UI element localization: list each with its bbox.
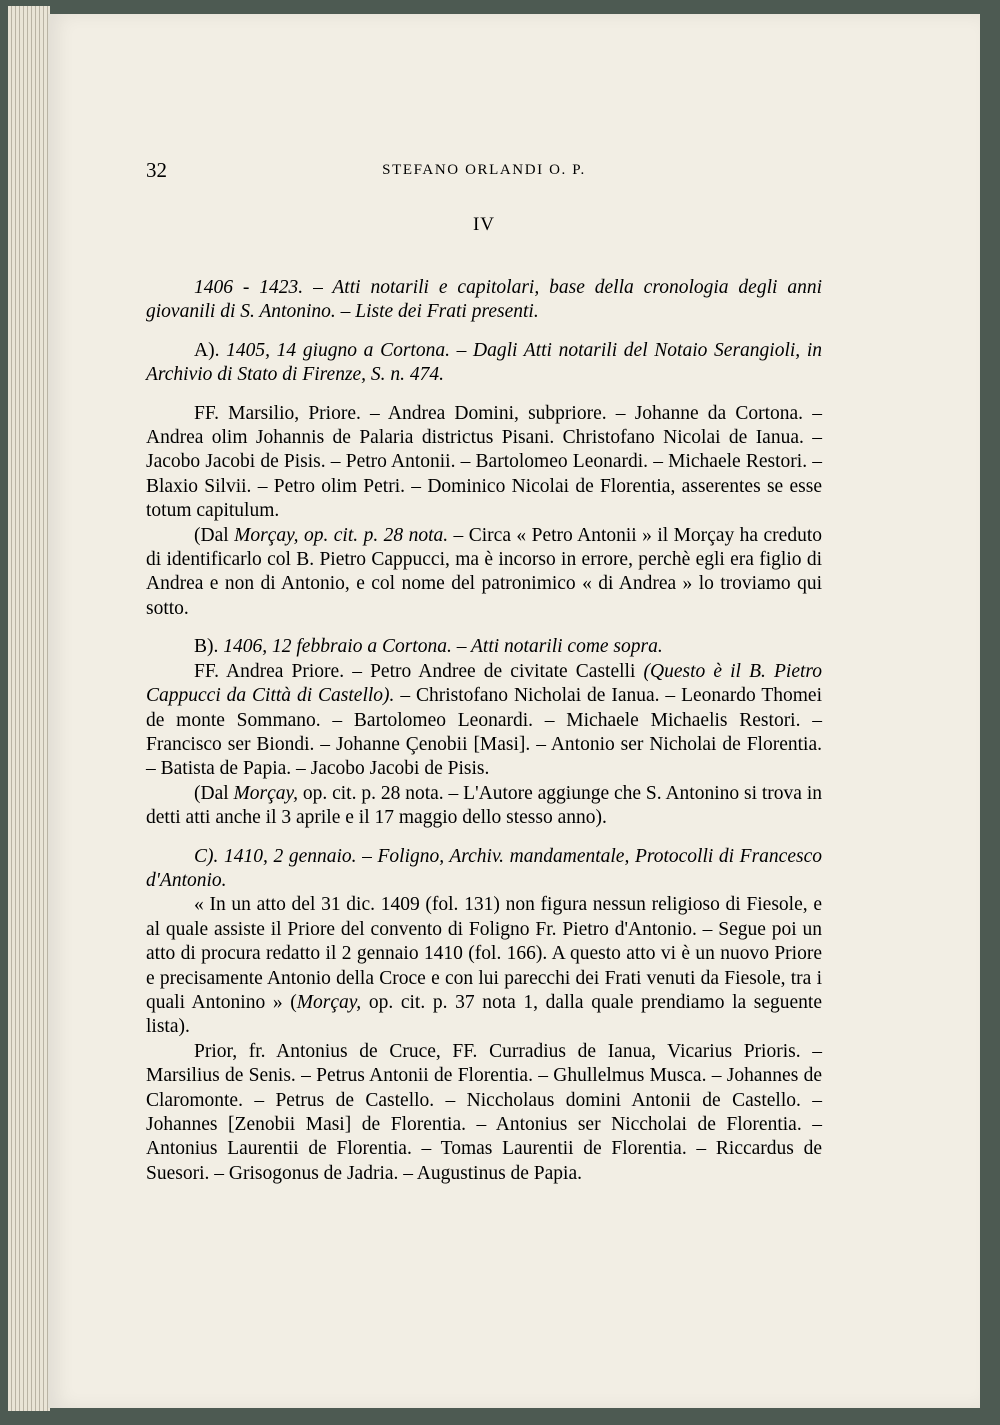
note-b-body: op. cit. p. 28 nota. – L'Autore aggiunge che S. Antonino si trova in detti atti anche il 3 aprile e il 17 maggio dello stesso anno). bbox=[146, 782, 822, 829]
section-b-list bbox=[146, 660, 822, 782]
section-c-list: Prior, fr. Antonius de Cruce, FF. Curradius de Ianua, Vicarius Prioris. – Marsilius de Senis. – Petrus Antonii de Florentia. – Ghullelmus Musca. – Johannes de Claromonte. – Petrus de Castello. – Niccholaus domini Antonii de Castello. – Johannes [Zenobii Masi] de Florentia. – Antonius ser Niccholai de Florentia. – Antonius Laurentii de Florentia. – Tomas Laurentii de Florentia. – Riccardus de Suesori. – Grisogonus de Jadria. – Augustinus de Papia. bbox=[146, 1040, 822, 1184]
section-a-label: A). bbox=[194, 339, 227, 361]
section-a-note bbox=[146, 524, 822, 622]
note-b-author: Morçay, bbox=[233, 782, 298, 804]
section-a-title: 1405, 14 giugno a Cortona. – Dagli Atti notarili del Notaio Serangioli, in Archivio di Stato di Firenze, S. n. 474. bbox=[146, 339, 823, 386]
body-text bbox=[146, 276, 822, 1186]
page-number: 32 bbox=[146, 158, 167, 182]
section-b-heading bbox=[146, 635, 822, 659]
intro-text: 1406 - 1423. – Atti notarili e capitolari, base della cronologia degli anni giovanili di S. Antonino. – Liste dei Frati presenti. bbox=[146, 277, 822, 323]
section-c-quote bbox=[146, 893, 822, 1039]
stacked-page-edges bbox=[8, 6, 50, 1411]
intro-paragraph bbox=[146, 276, 822, 325]
b-list-aside: (Questo è il B. Pietro Cappucci da Città di Castello). bbox=[146, 660, 823, 707]
section-b-note bbox=[146, 782, 822, 831]
section-a-list: FF. Marsilio, Priore. – Andrea Domini, subpriore. – Johanne da Cortona. – Andrea olim Johannis de Palaria districtus Pisani. Christofano Nicolai de Ianua. – Jacobo Jacobi de Pisis. – Petro Antonii. – Bartolomeo Leonardi. – Michaele Restori. – Blaxio Silvii. – Petro olim Petri. – Dominico Nicolai de Florentia, asserentes se esse totum capitulum. bbox=[146, 402, 822, 522]
b-list-start: FF. Andrea Priore. – Petro Andree de civitate Castelli bbox=[194, 660, 644, 682]
note-a-open: (Dal bbox=[194, 524, 235, 546]
section-b-title: 1406, 12 febbraio a Cortona. – Atti notarili come sopra. bbox=[223, 636, 663, 658]
c-quote-text: « In un atto del 31 dic. 1409 (fol. 131) non figura nessun religioso di Fiesole, e al quale assiste il Priore del convento di Foligno Fr. Pietro d'Antonio. – Segue poi un atto di procura redatto il 2 gennaio 1410 (fol. 166). A questo atto vi è un nuovo Priore e precisamente Antonio della Croce e con lui parecchi dei Frati venuti da Fiesole, tra i quali Antonino » ( bbox=[146, 894, 822, 1013]
section-c-title: C). 1410, 2 gennaio. – Foligno, Archiv. mandamentale, Protocolli di Francesco d'Antonio. bbox=[146, 845, 822, 891]
c-quote-author: Morçay, bbox=[296, 991, 362, 1013]
c-quote-rest: op. cit. p. 37 nota 1, dalla quale prendiamo la seguente lista). bbox=[146, 991, 823, 1038]
note-a-body: – Circa « Petro Antonii » il Morçay ha creduto di identificarlo col B. Pietro Cappucci, ma è incorso in errore, perchè egli era figlio di Andrea e non di Antonio, e col nome del patronimico « di Andrea » lo troviamo qui sotto. bbox=[146, 524, 822, 619]
page-header bbox=[146, 158, 822, 188]
running-title: STEFANO ORLANDI O. P. bbox=[382, 162, 586, 178]
section-c-heading bbox=[146, 845, 822, 894]
section-heading: IV bbox=[472, 214, 496, 235]
b-list-rest: – Christofano Nicholai de Ianua. – Leonardo Thomei de monte Sommano. – Bartolomeo Leonardi. – Michaele Michaelis Restori. – Francisco ser Biondi. – Johanne Çenobii [Masi]. – Antonio ser Nicholai de Florentia. – Batista de Papia. – Jacobo Jacobi de Pisis. bbox=[146, 685, 822, 780]
section-b-label: B). bbox=[194, 636, 224, 658]
note-b-open: (Dal bbox=[194, 782, 234, 804]
section-a-heading bbox=[146, 339, 822, 388]
note-a-citation: Morçay, op. cit. p. 28 nota. bbox=[234, 524, 449, 546]
